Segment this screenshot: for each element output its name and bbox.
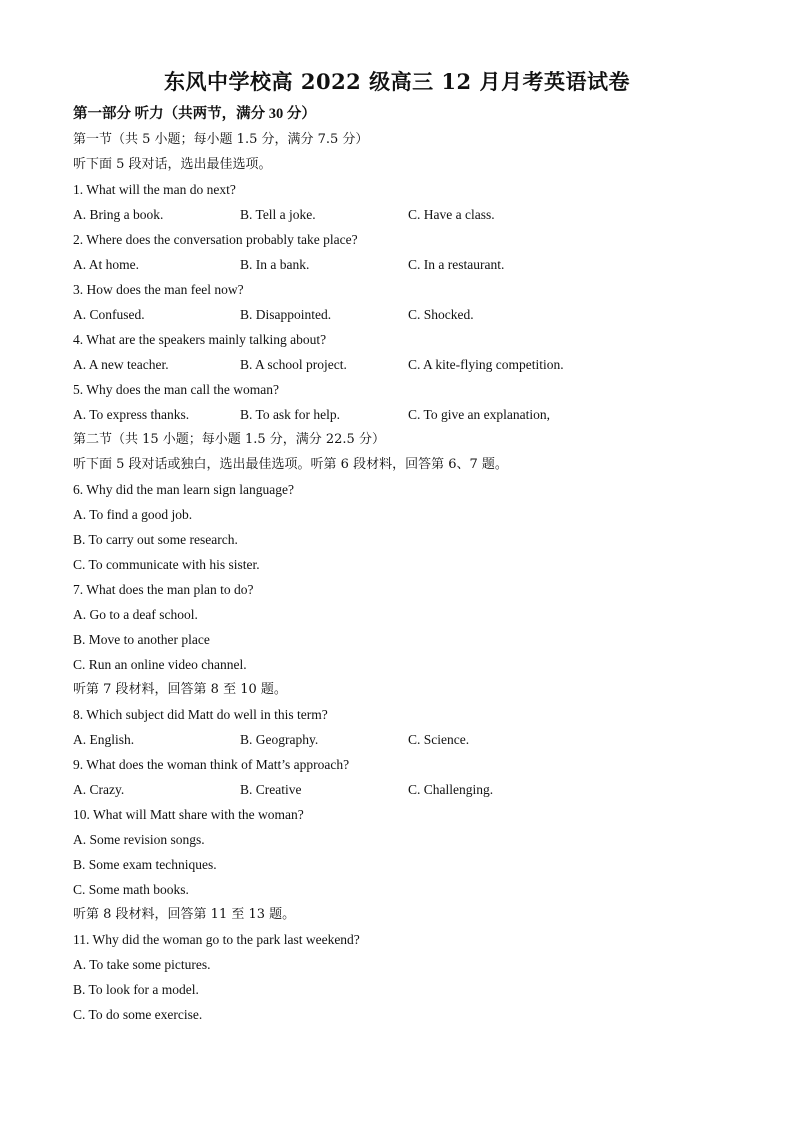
option-a: A. To express thanks.: [73, 407, 190, 422]
option-c: C. To do some exercise.: [73, 1007, 203, 1022]
option-a: A. Confused.: [73, 307, 145, 322]
option-a: A. To find a good job.: [73, 507, 193, 522]
question-stem: 6. Why did the man learn sign language?: [73, 482, 294, 497]
question-stem: 2. Where does the conversation probably take place?: [73, 232, 358, 247]
question-stem: 9. What does the woman think of Matt’s approach?: [73, 757, 350, 772]
option-a: A. Bring a book.: [73, 207, 164, 222]
question-stem: 5. Why does the man call the woman?: [73, 382, 279, 397]
option-c: C. Challenging.: [408, 782, 494, 797]
option-c: C. Some math books.: [73, 882, 189, 897]
question-stem: 3. How does the man feel now?: [73, 282, 244, 297]
section2-heading: 第二节（共 15 小题；每小题 1.5 分，满分 22.5 分）: [73, 432, 385, 447]
section1-instruction: 听下面 5 段对话，选出最佳选项。: [73, 157, 272, 172]
option-b: B. Geography.: [240, 732, 319, 747]
option-c: C. Have a class.: [408, 207, 495, 222]
option-a: A. A new teacher.: [73, 357, 169, 372]
option-b: B. Creative: [240, 782, 302, 797]
question-stem: 1. What will the man do next?: [73, 182, 236, 197]
option-c: C. Shocked.: [408, 307, 474, 322]
option-c: C. Run an online video channel.: [73, 657, 247, 672]
section2-instruction: 听下面 5 段对话或独白，选出最佳选项。听第 6 段材料，回答第 6、7 题。: [73, 457, 508, 472]
exam-title: 东风中学校高 2022 级高三 12 月月考英语试卷: [164, 69, 630, 94]
question-stem: 8. Which subject did Matt do well in this term?: [73, 707, 328, 722]
question-stem: 7. What does the man plan to do?: [73, 582, 254, 597]
option-b: B. Some exam techniques.: [73, 857, 217, 872]
option-a: A. Go to a deaf school.: [73, 607, 198, 622]
option-b: B. To look for a model.: [73, 982, 199, 997]
option-b: B. Move to another place: [73, 632, 210, 647]
part1-heading: 第一部分 听力（共两节，满分 30 分）: [73, 106, 316, 122]
material-instruction: 听第 7 段材料，回答第 8 至 10 题。: [73, 682, 287, 697]
option-c: C. In a restaurant.: [408, 257, 505, 272]
option-b: B. In a bank.: [240, 257, 310, 272]
option-b: B. A school project.: [240, 357, 347, 372]
option-a: A. To take some pictures.: [73, 957, 211, 972]
question-stem: 11. Why did the woman go to the park last weekend?: [73, 932, 360, 947]
section1-heading: 第一节（共 5 小题；每小题 1.5 分，满分 7.5 分）: [73, 132, 369, 147]
option-a: A. Some revision songs.: [73, 832, 205, 847]
option-b: B. To ask for help.: [240, 407, 341, 422]
question-stem: 10. What will Matt share with the woman?: [73, 807, 304, 822]
option-c: C. A kite-flying competition.: [408, 357, 564, 372]
option-c: C. Science.: [408, 732, 470, 747]
option-b: B. Tell a joke.: [240, 207, 316, 222]
option-c: C. To communicate with his sister.: [73, 557, 260, 572]
option-c: C. To give an explanation,: [408, 407, 551, 422]
option-b: B. To carry out some research.: [73, 532, 238, 547]
material-instruction: 听第 8 段材料，回答第 11 至 13 题。: [73, 907, 296, 922]
option-a: A. At home.: [73, 257, 139, 272]
option-a: A. Crazy.: [73, 782, 125, 797]
option-b: B. Disappointed.: [240, 307, 332, 322]
option-a: A. English.: [73, 732, 135, 747]
question-stem: 4. What are the speakers mainly talking about?: [73, 332, 327, 347]
